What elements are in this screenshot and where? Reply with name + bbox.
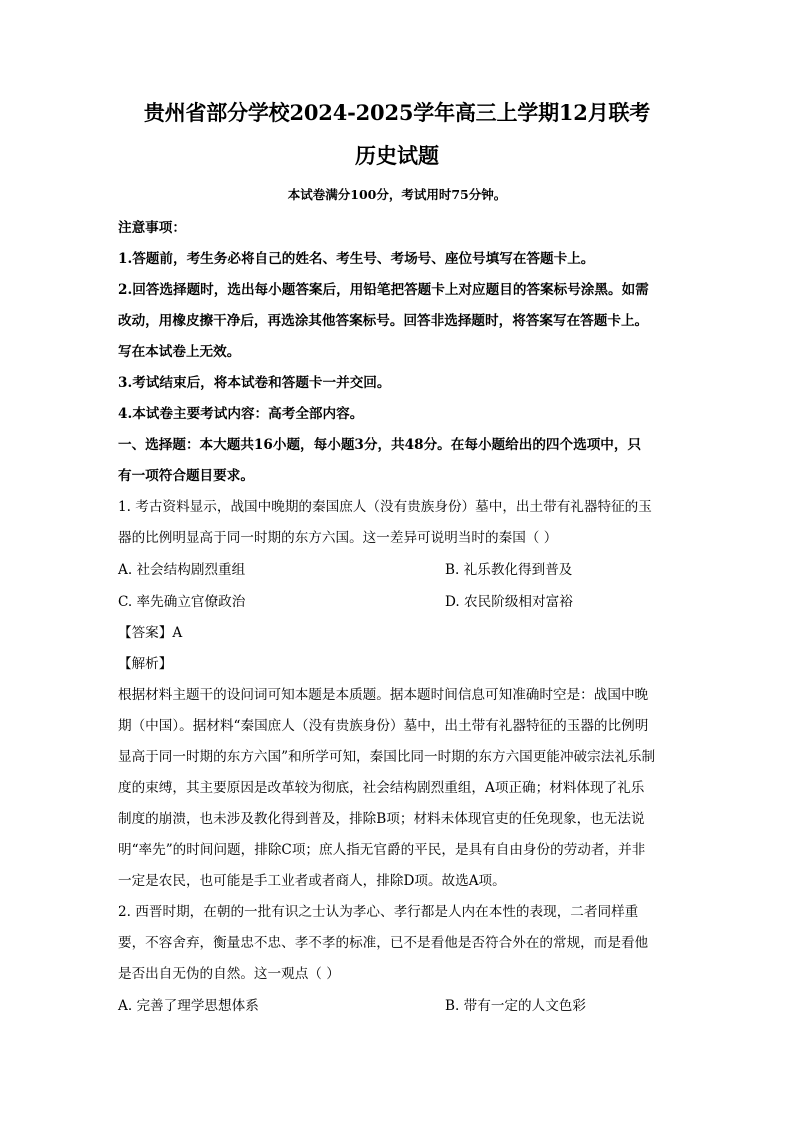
option-a: A. 社会结构剧烈重组: [118, 562, 246, 578]
option-b: B. 带有一定的人文色彩: [445, 998, 586, 1014]
option-row: [118, 554, 676, 586]
notes-item: 改动，用橡皮擦干净后，再选涂其他答案标号。回答非选择题时，将答案写在答题卡上。: [118, 313, 649, 329]
question-stem: 2. 西晋时期，在朝的一批有识之士认为孝心、孝行都是人内在本性的表现，二者同样重: [118, 904, 639, 920]
option-a: A. 完善了理学思想体系: [118, 998, 259, 1014]
analysis-line: 期（中国）。据材料“秦国庶人（没有贵族身份）墓中，出土带有礼器特征的玉器的比例明: [118, 718, 649, 734]
exam-page: [118, 98, 676, 1022]
answer-label: 【答案】A: [118, 625, 183, 641]
analysis-line: 根据材料主题干的设问词可知本题是本质题。据本题时间信息可知准确时空是：战国中晚: [118, 687, 649, 703]
analysis-label: 【解析】: [118, 656, 173, 672]
option-c: C. 率先确立官僚政治: [118, 594, 246, 610]
question-stem: 器的比例明显高于同一时期的东方六国。这一差异可说明当时的秦国（ ）: [118, 530, 558, 546]
analysis-line: 一定是农民，也可能是手工业者或者商人，排除D项。故选A项。: [118, 873, 506, 889]
question-2: [118, 897, 676, 1022]
analysis-line: 明“率先”的时间问题，排除C项；庶人指无官爵的平民，是具有自由身份的劳动者，并非: [118, 842, 646, 858]
question-stem: 是否出自无伪的自然。这一观点（ ）: [118, 966, 340, 982]
question-stem: 1. 考古资料显示，战国中晚期的秦国庶人（没有贵族身份）墓中，出土带有礼器特征的玉: [118, 499, 652, 515]
option-row: [118, 990, 676, 1022]
option-b: B. 礼乐教化得到普及: [445, 562, 573, 578]
analysis-line: 制度的崩溃，也未涉及教化得到普及，排除B项；材料未体现官吏的任免现象，也无法说: [118, 811, 645, 827]
notes-heading: 注意事项：: [118, 220, 186, 236]
question-stem: 要，不容舍弃，衡量忠不忠、孝不孝的标准，已不是看他是否符合外在的常规，而是看他: [118, 935, 649, 951]
analysis-line: 显高于同一时期的东方六国”和所学可知，秦国比同一时期的东方六国更能冲破宗法礼乐制: [118, 749, 656, 765]
notes-item: 1.答题前，考生务必将自己的姓名、考生号、考场号、座位号填写在答题卡上。: [118, 251, 595, 267]
option-row: [118, 586, 676, 618]
exam-meta: 本试卷满分100分，考试用时75分钟。: [287, 187, 507, 202]
section-heading-cont: 有一项符合题目要求。: [118, 468, 254, 484]
section-heading: 一、选择题：本大题共16小题，每小题3分，共48分。在每小题给出的四个选项中，只: [118, 437, 642, 453]
notes-item: 写在本试卷上无效。: [118, 344, 241, 360]
question-1: [118, 492, 676, 897]
notes-item: 4.本试卷主要考试内容：高考全部内容。: [118, 406, 364, 422]
page-title: 贵州省部分学校2024-2025学年高三上学期12月联考: [143, 100, 651, 125]
notes-item: 2.回答选择题时，选出每小题答案后，用铅笔把答题卡上对应题目的答案标号涂黑。如需: [118, 282, 649, 298]
analysis-line: 度的束缚，其主要原因是改革较为彻底，社会结构剧烈重组，A项正确；材料体现了礼乐: [118, 780, 645, 796]
page-subtitle: 历史试题: [355, 143, 439, 168]
option-d: D. 农民阶级相对富裕: [445, 594, 573, 610]
notes-item: 3.考试结束后，将本试卷和答题卡一并交回。: [118, 375, 391, 391]
